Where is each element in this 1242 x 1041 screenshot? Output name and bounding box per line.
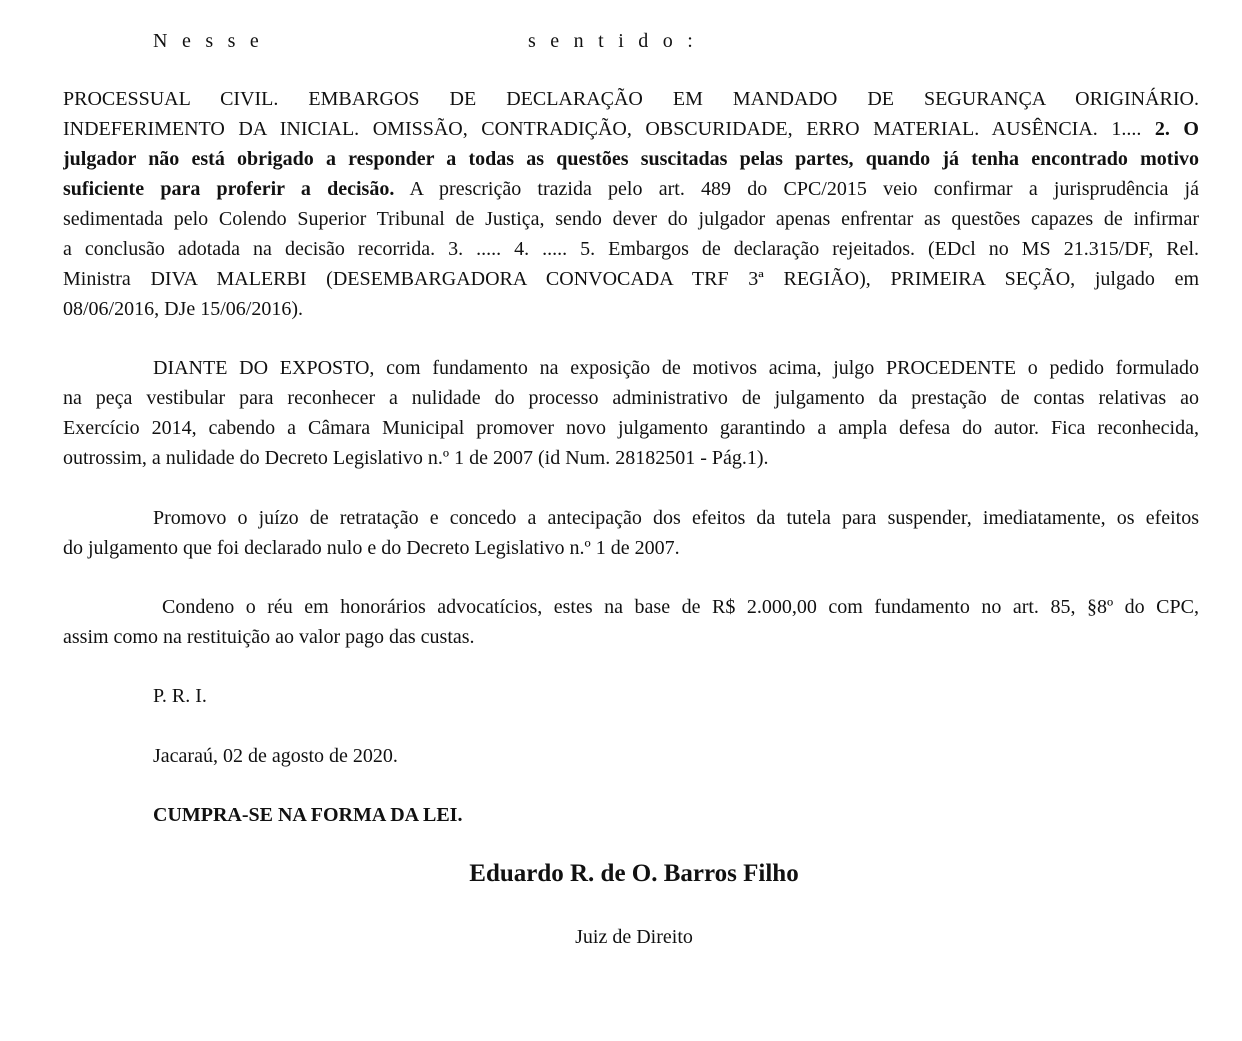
ementa-line: PROCESSUAL CIVIL. EMBARGOS DE DECLARAÇÃO EM MANDADO DE SEGURANÇA ORIGINÁRIO.: [63, 88, 1199, 110]
ementa-text: INDEFERIMENTO DA INICIAL. OMISSÃO, CONTRADIÇÃO, OBSCURIDADE, ERRO MATERIAL. AUSÊNCIA. 1....: [63, 118, 1155, 140]
ementa-line: [63, 174, 1199, 204]
retratacao-line: do julgamento que foi declarado nulo e do Decreto Legislativo n.º 1 de 2007.: [63, 537, 680, 559]
honorarios-line: assim como na restituição ao valor pago das custas.: [63, 626, 475, 648]
ementa-citation: [63, 84, 1199, 324]
ementa-line: sedimentada pelo Colendo Superior Tribunal de Justiça, sendo dever do julgador apenas enfrentar as questões capazes de infirmar: [63, 208, 1199, 230]
ementa-bold-text: suficiente para proferir a decisão.: [63, 178, 395, 200]
dispositivo-line: Exercício 2014, cabendo a Câmara Municipal promover novo julgamento garantindo a ampla defesa do autor. Fica reconhecida,: [63, 417, 1199, 439]
retratacao-line: Promovo o juízo de retratação e concedo a antecipação dos efeitos da tutela para suspender, imediatamente, os efeitos: [153, 507, 1199, 529]
intro-word-sentido: sentido:: [528, 30, 708, 52]
ementa-line: 08/06/2016, DJe 15/06/2016).: [63, 298, 303, 320]
ementa-line: Ministra DIVA MALERBI (DESEMBARGADORA CONVOCADA TRF 3ª REGIÃO), PRIMEIRA SEÇÃO, julgado em: [63, 268, 1199, 290]
ementa-line: [63, 114, 1199, 144]
dispositivo-line: outrossim, a nulidade do Decreto Legislativo n.º 1 de 2007 (id Num. 28182501 - Pág.1).: [63, 447, 769, 469]
intro-line: [153, 26, 713, 56]
ementa-text: A prescrição trazida pelo art. 489 do CPC/2015 veio confirmar a jurisprudência já: [394, 178, 1199, 200]
ementa-line: julgador não está obrigado a responder a todas as questões suscitadas pelas partes, quando já tenha encontrado motivo: [63, 148, 1199, 170]
honorarios-paragraph: [63, 592, 1199, 652]
signature-role: Juiz de Direito: [575, 926, 693, 948]
intro-word-nesse: Nesse: [153, 30, 274, 52]
ementa-line: a conclusão adotada na decisão recorrida. 3. ..... 4. ..... 5. Embargos de declaração rejeitados. (EDcl no MS 21.315/DF, Rel.: [63, 238, 1199, 260]
dispositivo-line: DIANTE DO EXPOSTO, com fundamento na exposição de motivos acima, julgo PROCEDENTE o pedido formulado: [153, 357, 1199, 379]
pri-text: P. R. I.: [153, 685, 207, 707]
signature-name: Eduardo R. de O. Barros Filho: [469, 860, 799, 887]
ementa-bold-text: 2. O: [1154, 118, 1199, 140]
dispositivo-line: na peça vestibular para reconhecer a nulidade do processo administrativo de julgamento da prestação de contas relativas ao: [63, 387, 1199, 409]
honorarios-line: Condeno o réu em honorários advocatícios, estes na base de R$ 2.000,00 com fundamento no art. 85, §8º do CPC,: [162, 596, 1199, 618]
dispositivo-paragraph: [63, 353, 1199, 473]
retratacao-paragraph: [63, 503, 1199, 563]
cumpra-se-text: CUMPRA-SE NA FORMA DA LEI.: [153, 804, 463, 826]
place-date: Jacaraú, 02 de agosto de 2020.: [153, 745, 398, 767]
